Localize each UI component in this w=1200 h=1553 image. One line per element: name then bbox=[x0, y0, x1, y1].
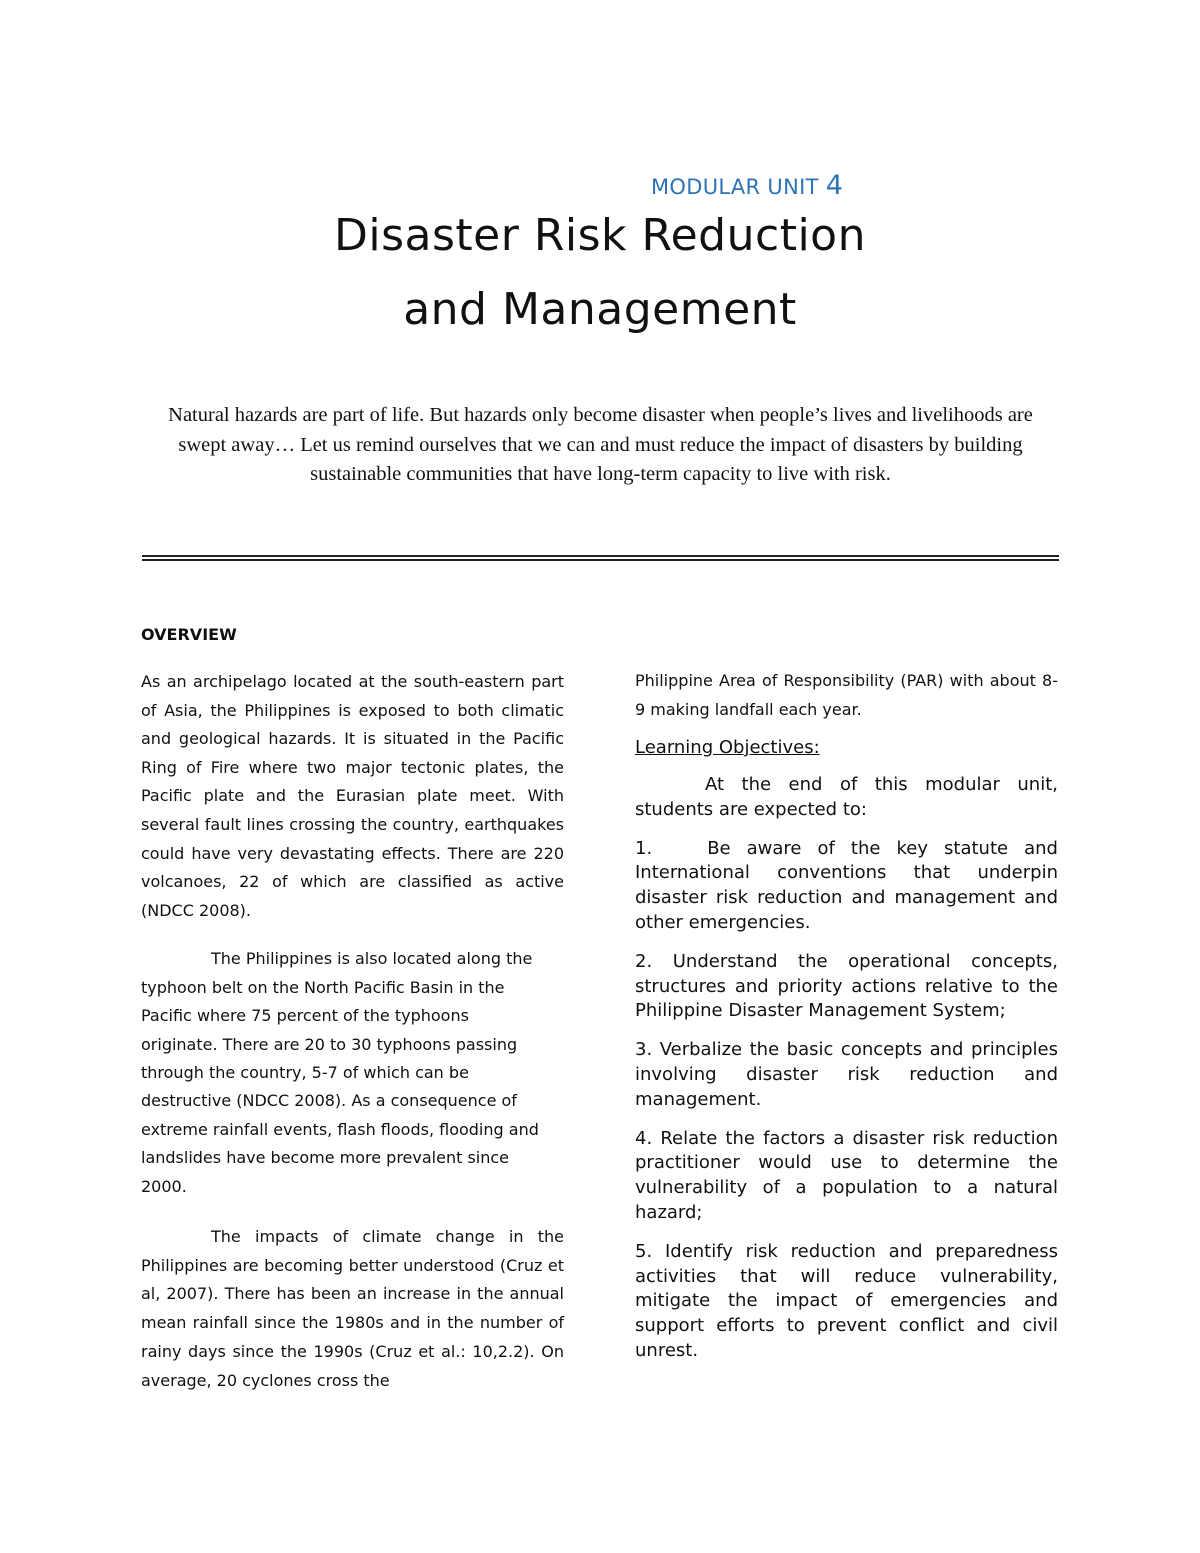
objectives-intro: At the end of this modular unit, students are expected to: bbox=[635, 774, 1058, 820]
objective-number: 2. bbox=[635, 950, 653, 972]
divider-top bbox=[142, 555, 1059, 557]
objective-text: Verbalize the basic concepts and principles involving disaster risk reduction and management. bbox=[635, 1039, 1058, 1110]
overview-paragraph-3-continued: Philippine Area of Responsibility (PAR) with about 8-9 making landfall each year. bbox=[635, 671, 1058, 719]
objective-item-3 bbox=[635, 1038, 1058, 1112]
objective-number: 3. bbox=[635, 1039, 653, 1061]
objective-text: Understand the operational concepts, structures and priority actions relative to the Philippine Disaster Management System; bbox=[635, 950, 1058, 1022]
objective-item-4 bbox=[635, 1127, 1058, 1226]
modular-unit-label bbox=[651, 170, 843, 201]
epigraph-quote: Natural hazards are part of life. But hazards only become disaster when people’s lives and livelihoods are swept away… Let us remind ourselves that we can and must reduce the impact of disasters by building sustainable communities that have long-term capacity to live with risk. bbox=[168, 404, 1033, 485]
overview-paragraph-1: As an archipelago located at the south-eastern part of Asia, the Philippines is exposed to both climatic and geological hazards. It is situated in the Pacific Ring of Fire where two major tectonic plates, the Pacific plate and the Eurasian plate meet. With several fault lines crossing the country, earthquakes could have very devastating effects. There are 220 volcanoes, 22 of which are classified as active (NDCC 2008). bbox=[141, 672, 564, 920]
overview-paragraph-2: The Philippines is also located along the typhoon belt on the North Pacific Basin in the Pacific where 75 percent of the typhoons originate. There are 20 to 30 typhoons passing through the country, 5-7 of which can be destructive (NDCC 2008). As a consequence of extreme rainfall events, flash floods, flooding and landslides have become more prevalent since 2000. bbox=[141, 949, 539, 1196]
objective-text: Identify risk reduction and preparedness activities that will reduce vulnerability, mitigate the impact of emergencies and support efforts to prevent conflict and civil unrest. bbox=[635, 1240, 1058, 1361]
objective-item-1 bbox=[635, 837, 1058, 936]
objective-item-5 bbox=[635, 1240, 1058, 1364]
objective-number: 1. bbox=[635, 837, 653, 859]
overview-paragraph-3: The impacts of climate change in the Philippines are becoming better understood (Cruz et al, 2007). There has been an increase in the annual mean rainfall since the 1980s and in the number of rainy days since the 1990s (Cruz et al.: 10,2.2). On average, 20 cyclones cross the bbox=[141, 1227, 564, 1390]
objective-number: 4. bbox=[635, 1127, 653, 1149]
learning-objectives-heading: Learning Objectives: bbox=[635, 737, 820, 758]
page-title-line-2: and Management bbox=[403, 284, 797, 335]
overview-heading: OVERVIEW bbox=[141, 625, 237, 644]
objective-number: 5. bbox=[635, 1240, 653, 1262]
objective-item-2 bbox=[635, 950, 1058, 1024]
divider-bottom bbox=[142, 559, 1059, 561]
unit-number: 4 bbox=[825, 170, 844, 201]
page-title-line-1: Disaster Risk Reduction bbox=[334, 210, 866, 261]
objective-text: Be aware of the key statute and International conventions that underpin disaster risk reduction and management and other emergencies. bbox=[635, 837, 1058, 933]
objective-text: Relate the factors a disaster risk reduction practitioner would use to determine the vulnerability of a population to a natural hazard; bbox=[635, 1127, 1058, 1223]
left-column bbox=[141, 623, 564, 1395]
right-column bbox=[635, 667, 1058, 1364]
unit-label-text: MODULAR UNIT bbox=[651, 175, 819, 199]
